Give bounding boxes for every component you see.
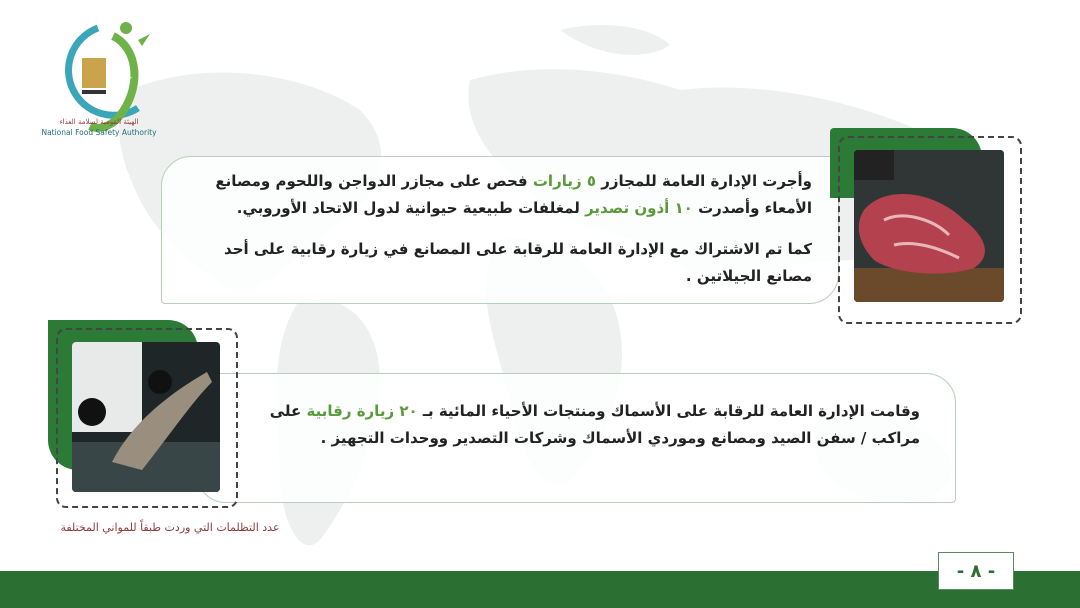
meat-photo [854, 150, 1004, 302]
highlight-visits-count: ٥ زيارات [532, 172, 596, 190]
paragraph-gelatin: كما تم الاشتراك مع الإدارة العامة للرقابة على المصانع في زيارة رقابية على أحد مصانع الجيلاتين . [224, 240, 812, 285]
org-name-english: National Food Safety Authority [41, 128, 157, 137]
svg-text:NFSA: NFSA [113, 73, 135, 100]
highlight-inspection-visits: ٢٠ زيارة رقابية [306, 402, 418, 420]
paragraph-slaughterhouses: وأجرت الإدارة العامة للمجازر ٥ زيارات فحص على مجازر الدواجن واللحوم ومصانع الأمعاء وأصدرت ١٠ أذون تصدير لمغلفات طبيعية حيوانية لدول الاتحاد الأوروبي. [215, 172, 812, 217]
footer-bar [0, 571, 1080, 608]
caption-complaints: عدد التظلمات التي وردت طبقاً للمواني المختلفة [60, 521, 280, 534]
page-number: - ٨ - [938, 552, 1014, 590]
fish-photo [72, 342, 220, 492]
highlight-export-permits: ١٠ أذون تصدير [585, 199, 693, 217]
paragraph-fisheries: وقامت الإدارة العامة للرقابة على الأسماك ومنتجات الأحياء المائية بـ ٢٠ زيارة رقابية على مراكب / سفن الصيد ومصانع وموردي الأسماك وشركات التصدير ووحدات التجهيز . [269, 402, 920, 447]
org-name-arabic: الهيئة القومية لسلامة الغذاء [59, 118, 139, 126]
